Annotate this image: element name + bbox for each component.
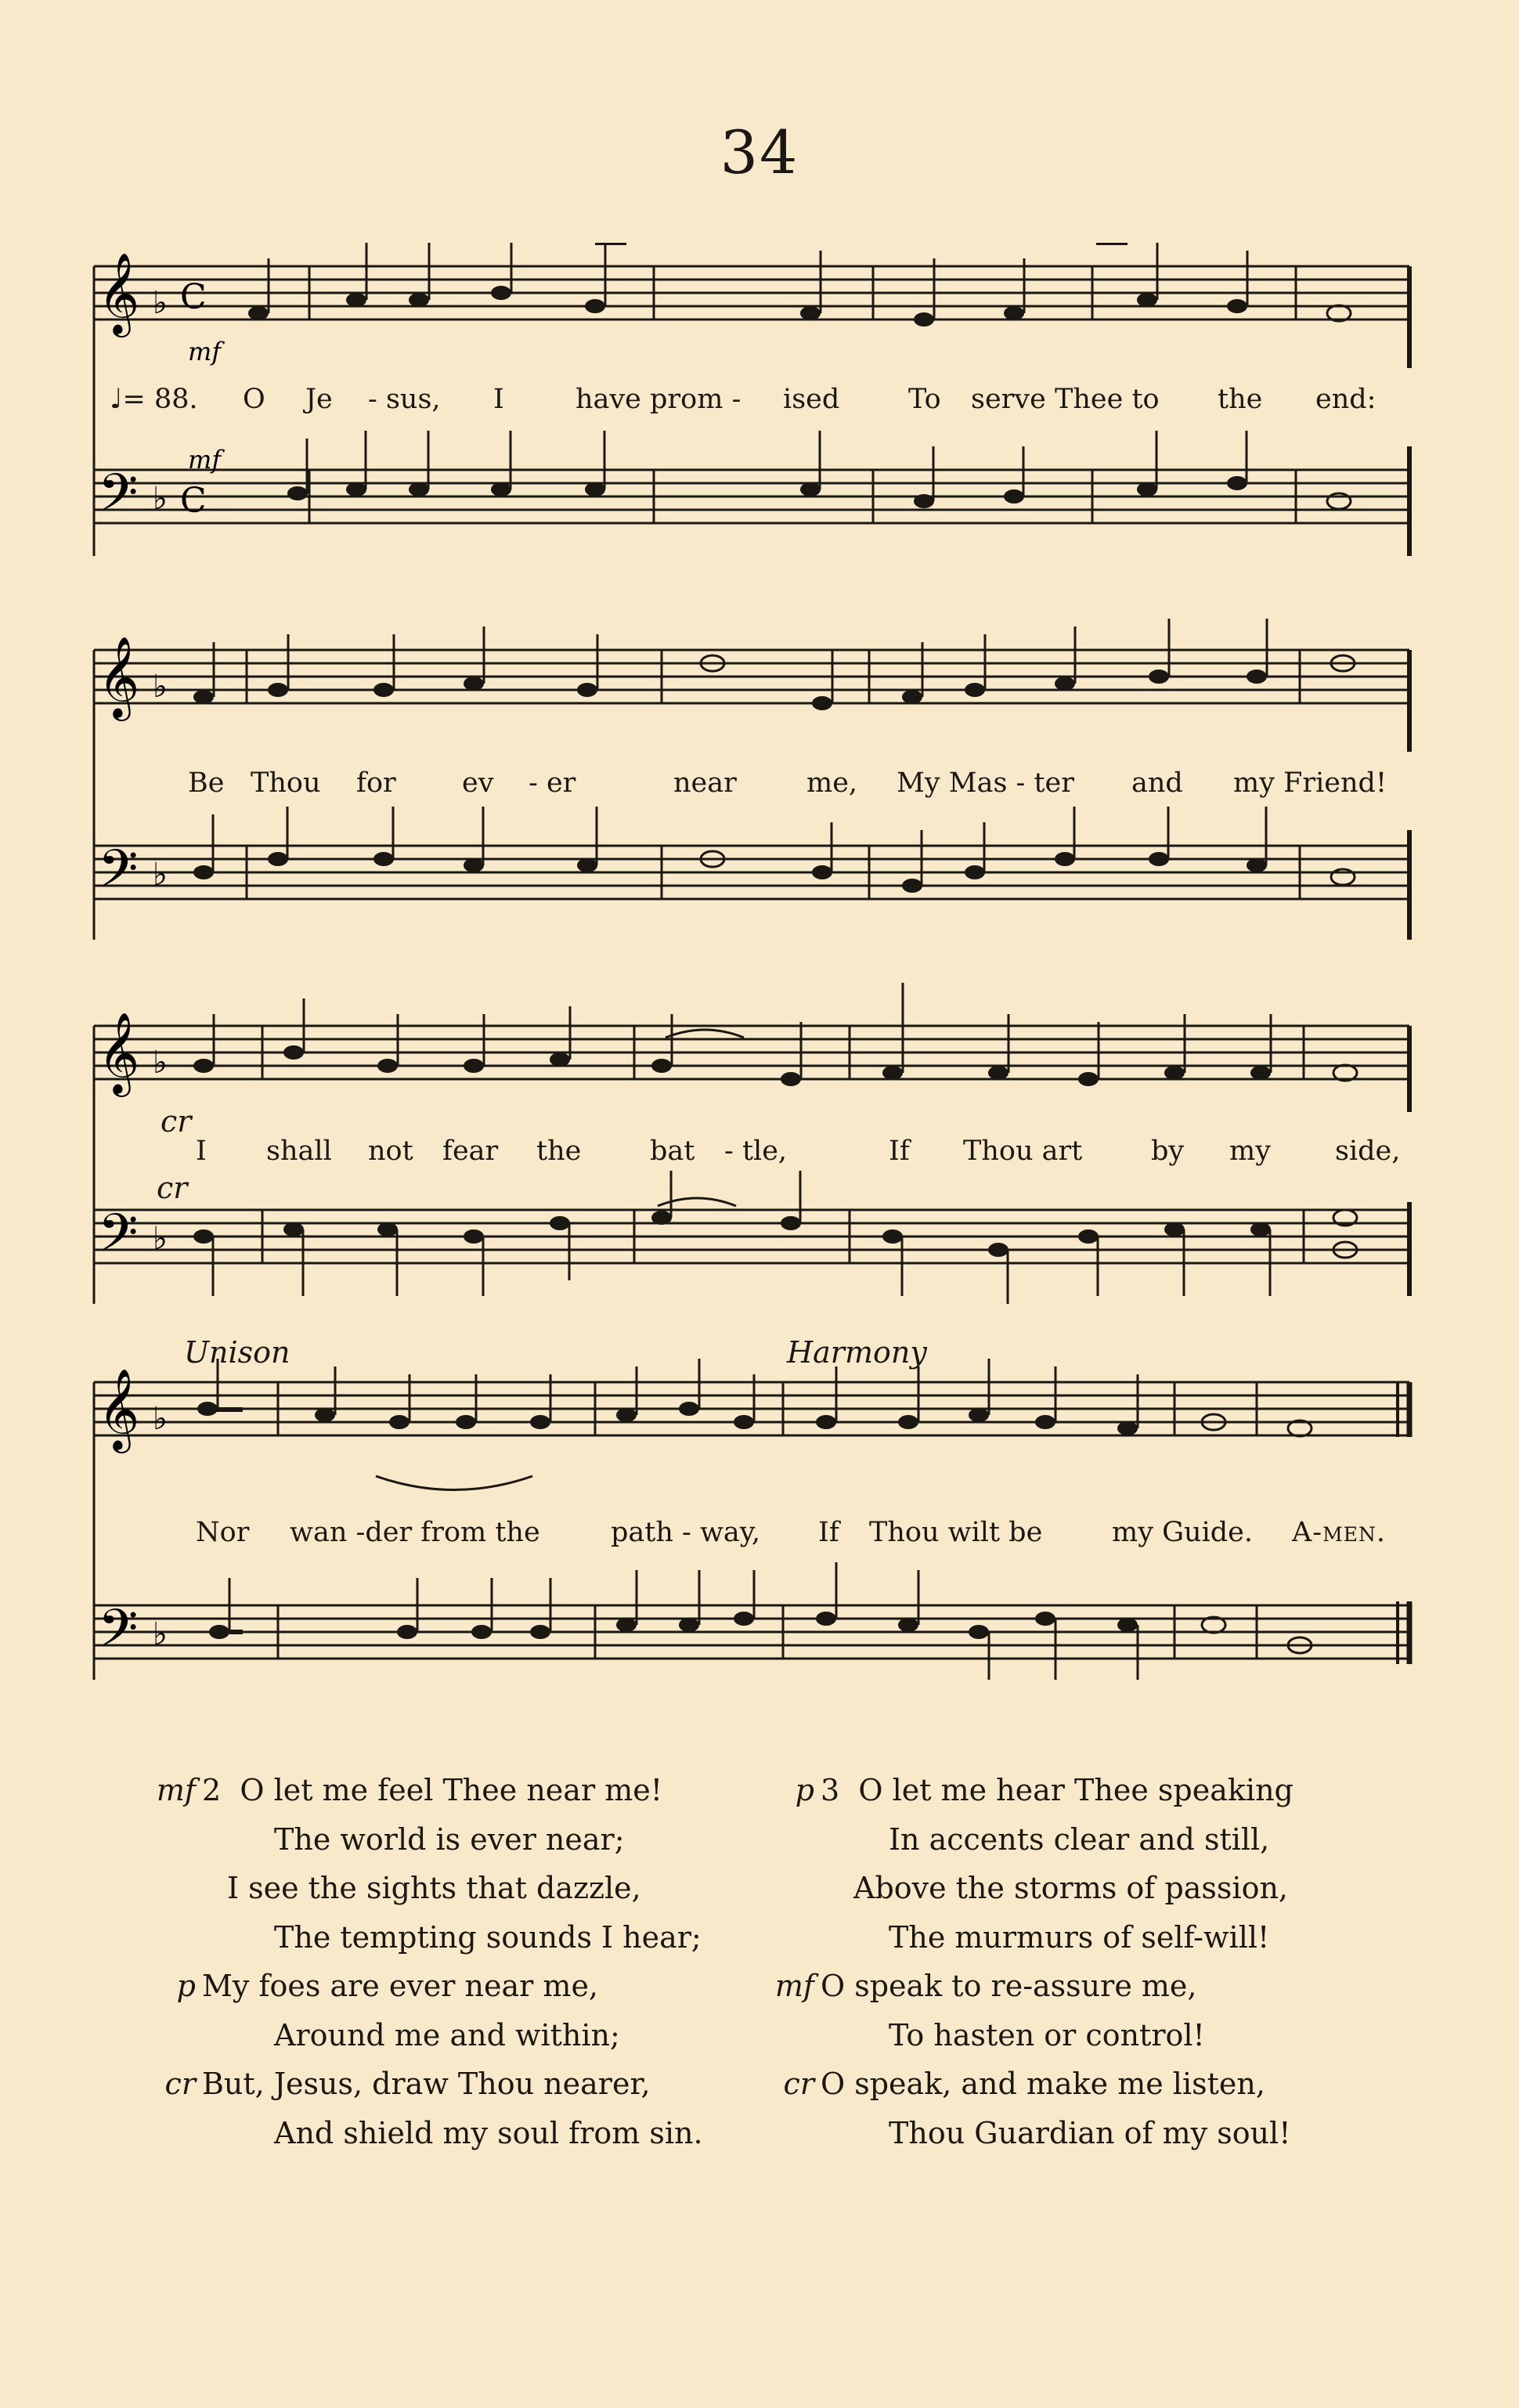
verse-text: O speak, and make me listen, bbox=[821, 2067, 1265, 2101]
svg-text:♭: ♭ bbox=[153, 285, 168, 321]
tempo-mark: ♩= 88. bbox=[110, 384, 198, 415]
syllable: Thou bbox=[251, 767, 321, 799]
verse-3 bbox=[752, 1766, 1394, 2157]
svg-text:𝄞: 𝄞 bbox=[98, 1368, 140, 1450]
crescendo-mark-bass: cr bbox=[157, 1171, 188, 1205]
svg-text:♭: ♭ bbox=[153, 1616, 168, 1652]
syllable: my bbox=[1229, 1135, 1271, 1167]
syllable: ised bbox=[783, 384, 840, 415]
syllable: bat bbox=[650, 1135, 695, 1167]
verse-text: The tempting sounds I hear; bbox=[274, 1919, 702, 1955]
verse-line bbox=[133, 1913, 775, 1962]
svg-text:𝄢: 𝄢 bbox=[98, 1203, 139, 1276]
verse-line bbox=[752, 1962, 1394, 2011]
harmony-label: Harmony bbox=[787, 1335, 927, 1370]
svg-text:♭: ♭ bbox=[153, 1221, 168, 1257]
verse-text: O speak to re-assure me, bbox=[821, 1969, 1197, 2003]
verse-text: O let me feel Thee near me! bbox=[240, 1773, 662, 1807]
syllable: have prom - bbox=[575, 384, 741, 415]
syllable: To bbox=[908, 384, 941, 415]
syllable: - sus, bbox=[368, 384, 441, 415]
verse-text: To hasten or control! bbox=[889, 2017, 1205, 2052]
svg-text:𝄞: 𝄞 bbox=[98, 1012, 140, 1094]
svg-text:♭: ♭ bbox=[153, 669, 168, 705]
verse-text: And shield my soul from sin. bbox=[274, 2115, 703, 2150]
syllable: end: bbox=[1315, 384, 1376, 415]
verse-number: 2 bbox=[202, 1773, 222, 1807]
syllable: by bbox=[1151, 1135, 1185, 1167]
svg-text:𝄢: 𝄢 bbox=[98, 839, 139, 912]
syllable: - er bbox=[529, 767, 576, 799]
syllable: shall bbox=[266, 1135, 332, 1167]
syllable: My Mas - ter bbox=[897, 767, 1074, 799]
syllable: I bbox=[196, 1135, 207, 1167]
syllable: not bbox=[368, 1135, 413, 1167]
page-number: 34 bbox=[720, 117, 799, 187]
verse-line bbox=[752, 1766, 1394, 1815]
syllable: Je bbox=[305, 384, 333, 415]
verse-text: O let me hear Thee speaking bbox=[858, 1773, 1293, 1807]
svg-text:𝄞: 𝄞 bbox=[98, 636, 140, 718]
syllable: path - way, bbox=[611, 1517, 761, 1548]
svg-text:♭: ♭ bbox=[153, 857, 168, 893]
svg-text:♭: ♭ bbox=[153, 1401, 168, 1437]
syllable: my Friend! bbox=[1233, 767, 1387, 799]
dynamic-mark: p bbox=[176, 1969, 196, 2003]
verse-line bbox=[752, 1864, 1394, 1913]
svg-text:mf: mf bbox=[188, 445, 222, 475]
syllable: for bbox=[356, 767, 396, 799]
svg-text:C: C bbox=[180, 481, 207, 521]
syllable: my Guide. bbox=[1112, 1517, 1254, 1548]
svg-text:♭: ♭ bbox=[153, 1045, 168, 1081]
lyrics-line-3 bbox=[0, 1135, 1519, 1175]
verse-line bbox=[752, 1815, 1394, 1865]
dynamic-mark: cr bbox=[783, 2067, 814, 2101]
syllable: near bbox=[673, 767, 737, 799]
verse-text: Around me and within; bbox=[274, 2017, 620, 2052]
verse-line bbox=[133, 1815, 775, 1865]
syllable: Nor bbox=[196, 1517, 250, 1548]
music-system-4 bbox=[0, 1335, 1519, 1703]
verse-line bbox=[133, 1864, 775, 1913]
music-system-3 bbox=[0, 983, 1519, 1327]
lyrics-line-2 bbox=[0, 767, 1519, 807]
syllable: the bbox=[536, 1135, 582, 1167]
svg-text:♭: ♭ bbox=[153, 481, 168, 517]
verse-line bbox=[752, 1913, 1394, 1962]
syllable: fear bbox=[442, 1135, 499, 1167]
dynamic-mark: mf bbox=[156, 1773, 196, 1807]
svg-text:𝄢: 𝄢 bbox=[98, 463, 139, 536]
verse-line bbox=[133, 2011, 775, 2060]
syllable: Be bbox=[188, 767, 225, 799]
verse-2 bbox=[133, 1766, 775, 2157]
svg-text:mf: mf bbox=[188, 337, 222, 366]
syllable: and bbox=[1131, 767, 1183, 799]
verse-line bbox=[133, 2060, 775, 2109]
verse-line bbox=[133, 1766, 775, 1815]
svg-text:𝄢: 𝄢 bbox=[98, 1598, 139, 1671]
verse-text: The world is ever near; bbox=[274, 1821, 625, 1857]
verse-number: 3 bbox=[821, 1773, 840, 1807]
dynamic-mark: cr bbox=[164, 2067, 196, 2101]
syllable: serve Thee to bbox=[971, 384, 1160, 415]
verse-text: Above the storms of passion, bbox=[853, 1871, 1289, 1905]
syllable: ev bbox=[462, 767, 494, 799]
verse-text: I see the sights that dazzle, bbox=[227, 1871, 641, 1905]
svg-text:𝄞: 𝄞 bbox=[98, 252, 140, 334]
syllable: A-men. bbox=[1292, 1517, 1386, 1548]
syllable: the bbox=[1218, 384, 1263, 415]
syllable: Thou art bbox=[963, 1135, 1083, 1167]
unison-label: Unison bbox=[184, 1335, 290, 1370]
verse-text: In accents clear and still, bbox=[889, 1821, 1270, 1857]
verse-line bbox=[752, 2060, 1394, 2109]
verse-text: My foes are ever near me, bbox=[202, 1969, 599, 2003]
syllable: wan -der from the bbox=[290, 1517, 540, 1548]
syllable: If bbox=[889, 1135, 910, 1167]
verse-line bbox=[133, 2109, 775, 2158]
verse-line bbox=[752, 2109, 1394, 2158]
music-system-1 bbox=[0, 243, 1519, 595]
svg-text:C: C bbox=[180, 277, 207, 317]
lyrics-line-4 bbox=[0, 1517, 1519, 1556]
dynamic-mark: mf bbox=[774, 1969, 814, 2003]
verse-text: But, Jesus, draw Thou nearer, bbox=[202, 2067, 651, 2101]
syllable: I bbox=[493, 384, 504, 415]
verse-line bbox=[133, 1962, 775, 2011]
syllable: side, bbox=[1335, 1135, 1401, 1167]
syllable: - tle, bbox=[724, 1135, 788, 1167]
dynamic-mark: p bbox=[795, 1773, 814, 1807]
syllable: O bbox=[243, 384, 265, 415]
crescendo-mark: cr bbox=[161, 1104, 192, 1139]
syllable: me, bbox=[806, 767, 858, 799]
syllable: If bbox=[818, 1517, 839, 1548]
verse-line bbox=[752, 2011, 1394, 2060]
syllable: Thou wilt be bbox=[869, 1517, 1043, 1548]
verse-text: The murmurs of self-will! bbox=[889, 1919, 1270, 1955]
lyrics-line-1 bbox=[0, 384, 1519, 423]
music-system-2 bbox=[0, 619, 1519, 971]
verse-text: Thou Guardian of my soul! bbox=[889, 2115, 1291, 2150]
